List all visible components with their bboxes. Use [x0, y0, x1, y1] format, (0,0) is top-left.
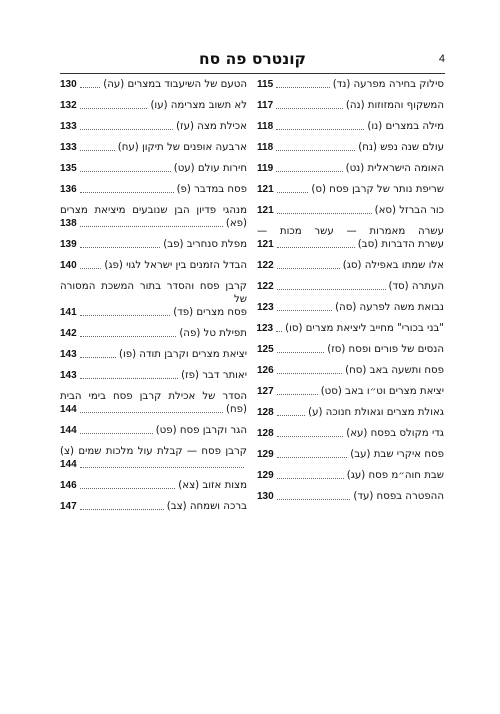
dot-leader: [80, 509, 164, 510]
dot-leader: [277, 289, 386, 290]
toc-entry-title: אלו שמתו באפילה (סג): [342, 260, 444, 271]
toc-column-right: [257, 74, 444, 507]
toc-entry-page-number: 130: [257, 491, 274, 502]
dot-leader: [80, 247, 161, 248]
toc-entry-title: גדי מקולס בפסח (עא): [346, 428, 444, 439]
dot-leader: [80, 488, 176, 489]
toc-entry: [60, 74, 247, 95]
dot-leader: [80, 268, 102, 269]
dot-leader: [277, 373, 342, 374]
toc-entry: [257, 402, 444, 423]
dot-leader: [276, 129, 364, 130]
toc-entry-page-number: 143: [60, 349, 77, 360]
toc-entry-page-number: 144: [60, 404, 77, 415]
toc-entry-title: האומה הישראלית (נט): [345, 163, 444, 174]
toc-entry: [257, 465, 444, 486]
dot-leader: [277, 415, 305, 416]
toc-entry-title: "בני בכורי" מחייב ליציאת מצרים (סו): [285, 323, 444, 334]
toc-entry-page-number: 126: [257, 365, 274, 376]
toc-entry: [257, 158, 444, 179]
dot-leader: [80, 129, 173, 130]
toc-entry: [257, 179, 444, 200]
toc-entry-title: לא תשוב מצרימה (עו): [150, 100, 247, 111]
dot-leader: [277, 310, 332, 311]
toc-entry: [257, 255, 444, 276]
toc-entry-title: הטעם של השיעבוד במצרים (עה): [103, 79, 247, 90]
toc-entry-continuation: [60, 217, 247, 230]
dot-leader: [80, 87, 101, 88]
dot-leader: [277, 499, 351, 500]
toc-entry-title: יציאת מצרים וקרבן תודה (פו): [118, 349, 247, 360]
toc-entry: [60, 344, 247, 365]
dot-leader: [277, 268, 340, 269]
toc-entry-page-number: 115: [257, 79, 274, 90]
toc-entry-title: גאולת מצרים וגאולת חנוכה (ע): [308, 407, 444, 418]
dot-leader: [277, 436, 344, 437]
toc-entry: [257, 221, 444, 255]
toc-entry-continuation: [60, 403, 247, 416]
toc-entry-page-number: 147: [60, 501, 77, 512]
toc-entry-title: עשרת הדברות (סב): [357, 239, 444, 250]
toc-entry: [60, 441, 247, 475]
dot-leader: [276, 171, 342, 172]
toc-entry: [257, 276, 444, 297]
toc-entry-page-number: 130: [60, 79, 77, 90]
dot-leader: [277, 478, 344, 479]
toc-entry-title: פסח איקרי שבת (עב): [350, 449, 444, 460]
toc-entry-page-number: 122: [257, 260, 274, 271]
toc-entry-title: העתרה (סד): [388, 281, 444, 292]
toc-entry-title: פסח במדבר (פ): [176, 184, 247, 195]
toc-entry-page-number: 121: [257, 205, 274, 216]
dot-leader: [277, 352, 325, 353]
toc-entry-title: כור הברזל (סא): [374, 205, 444, 216]
toc-entry: [60, 234, 247, 255]
toc-entry-page-number: 128: [257, 428, 274, 439]
toc-entry-title: יציאת מצרים וט״ו באב (סט): [320, 386, 444, 397]
toc-entry-page-number: 121: [257, 184, 274, 195]
dot-leader: [277, 394, 318, 395]
dot-leader: [80, 378, 178, 379]
toc-entry-page-number: 141: [60, 307, 77, 318]
toc-entry-title: הנסים של פורים ופסח (סז): [327, 344, 444, 355]
toc-entry: [60, 179, 247, 200]
toc-entry-title-line: עשרה מאמרות — עשר מכות —: [257, 226, 444, 237]
toc-entry: [60, 386, 247, 420]
dot-leader: [80, 412, 223, 413]
toc-entry: [60, 200, 247, 234]
toc-entry-page-number: 128: [257, 407, 274, 418]
toc-entry-page-number: 129: [257, 449, 274, 460]
dot-leader: [80, 467, 244, 468]
dot-leader: [276, 108, 343, 109]
toc-entry-page-number: 127: [257, 386, 274, 397]
toc-entry-title: פסח מצרים (פד): [173, 307, 247, 318]
toc-entry-title-line: הסדר של אכילת קרבן פסח בימי הבית: [60, 391, 247, 402]
toc-entry: [60, 255, 247, 276]
dot-leader: [276, 87, 330, 88]
dot-leader: [80, 171, 171, 172]
toc-entry: [257, 381, 444, 402]
toc-entry-page-number: 140: [60, 260, 77, 271]
toc-entry-page-number: 125: [257, 344, 274, 355]
toc-entry-continuation: [257, 238, 444, 251]
toc-entry-title: ארבעה אופנים של תיקון (עח): [117, 142, 247, 153]
toc-entry-title: שריפת נותר של קרבן פסח (ס): [311, 184, 444, 195]
dot-leader: [80, 315, 171, 316]
toc-entry-page-number: 119: [257, 163, 274, 174]
toc-entry-page-number: 117: [257, 100, 274, 111]
toc-entry: [60, 95, 247, 116]
toc-entry-page-number: 142: [60, 328, 77, 339]
dot-leader: [80, 433, 153, 434]
dot-leader: [277, 457, 348, 458]
dot-leader: [80, 336, 177, 337]
toc-entry: [60, 496, 247, 517]
toc-entry: [60, 420, 247, 441]
toc-entry-title: (פח): [226, 404, 247, 415]
dot-leader: [277, 247, 355, 248]
toc-entry-continuation: [60, 458, 247, 471]
toc-entry-title-line: קרבן פסח והסדר בתור המשכת המסורה של: [60, 281, 247, 305]
toc-entry-page-number: 136: [60, 184, 77, 195]
toc-entry: [257, 423, 444, 444]
toc-entry-title: מילה במצרים (נו): [367, 121, 444, 132]
toc-entry-page-number: 118: [257, 121, 274, 132]
toc-entry-title: (פא): [225, 218, 247, 229]
page-number: 4: [438, 53, 445, 65]
dot-leader: [277, 213, 372, 214]
toc-entry: [257, 318, 444, 339]
toc-entry: [257, 137, 444, 158]
toc-entry-title: אכילת מצה (עז): [176, 121, 247, 132]
dot-leader: [276, 331, 282, 332]
toc-column-left: [60, 74, 247, 517]
toc-entry: [257, 74, 444, 95]
toc-entry-page-number: 123: [257, 302, 274, 313]
toc-entry-title-line: מנהגי פדיון הבן שנובעים מיציאת מצרים: [60, 205, 247, 216]
toc-entry: [60, 475, 247, 496]
toc-entry-page-number: 122: [257, 281, 274, 292]
toc-entry: [60, 137, 247, 158]
toc-entry-title: הגר וקרבן פסח (פט): [155, 425, 247, 436]
toc-entry-title: חירות עולם (עט): [173, 163, 247, 174]
toc-entry-page-number: 144: [60, 425, 77, 436]
toc-entry-page-number: 132: [60, 100, 77, 111]
toc-entry: [60, 158, 247, 179]
toc-entry-title: שבת חוה״מ פסח (עג): [346, 470, 444, 481]
toc-entry-title: נבואת משה לפרעה (סה): [335, 302, 444, 313]
toc-entry-page-number: 123: [256, 323, 274, 334]
page-title: קונטרס פה סח: [199, 50, 306, 68]
toc-entry-page-number: 144: [60, 459, 77, 470]
toc-entry: [257, 360, 444, 381]
toc-entry-title: עולם שנה נפש (נח): [358, 142, 444, 153]
toc-entry: [257, 486, 444, 507]
toc-entry: [257, 200, 444, 221]
toc-entry: [257, 95, 444, 116]
toc-entry: [60, 323, 247, 344]
toc-entry-title: תפילת טל (פה): [179, 328, 247, 339]
dot-leader: [80, 150, 115, 151]
toc-entry: [60, 276, 247, 323]
dot-leader: [80, 357, 116, 358]
toc-entry-page-number: 143: [60, 370, 77, 381]
toc-entry-page-number: 135: [60, 163, 77, 174]
toc-entry-page-number: 146: [60, 480, 77, 491]
toc-entry-title: יאותר דבר (פז): [181, 370, 247, 381]
toc-entry-title-line: קרבן פסח — קבלת עול מלכות שמים (צ): [60, 446, 247, 457]
dot-leader: [277, 192, 309, 193]
toc-entry: [257, 297, 444, 318]
dot-leader: [80, 192, 174, 193]
toc-entry-page-number: 121: [257, 239, 274, 250]
toc-entry: [257, 444, 444, 465]
toc-entry: [257, 339, 444, 360]
dot-leader: [80, 108, 148, 109]
toc-entry-page-number: 118: [257, 142, 274, 153]
toc-entry-title: ברכה ושמחה (צב): [166, 501, 247, 512]
toc-entry-page-number: 138: [60, 218, 77, 229]
toc-entry-title: המשקוף והמזוזות (נה): [345, 100, 444, 111]
toc-entry-page-number: 129: [257, 470, 274, 481]
toc-entry: [60, 365, 247, 386]
toc-entry-title: סילוק בחירה מפרעה (נד): [332, 79, 444, 90]
dot-leader: [276, 150, 355, 151]
toc-entry-title: הבדל הזמנים בין ישראל לגוי (פג): [104, 260, 247, 271]
toc-entry-title: מצות אזוב (צא): [178, 480, 247, 491]
dot-leader: [80, 226, 223, 227]
toc-entry-continuation: [60, 306, 247, 319]
toc-entry-title: פסח ותשעה באב (סח): [345, 365, 444, 376]
toc-entry: [60, 116, 247, 137]
toc-entry: [257, 116, 444, 137]
toc-entry-page-number: 139: [60, 239, 77, 250]
toc-entry-page-number: 133: [60, 142, 77, 153]
toc-entry-page-number: 133: [60, 121, 77, 132]
toc-entry-title: ההפטרה בפסח (עד): [353, 491, 444, 502]
toc-entry-title: מפלת סנחריב (פב): [163, 239, 247, 250]
